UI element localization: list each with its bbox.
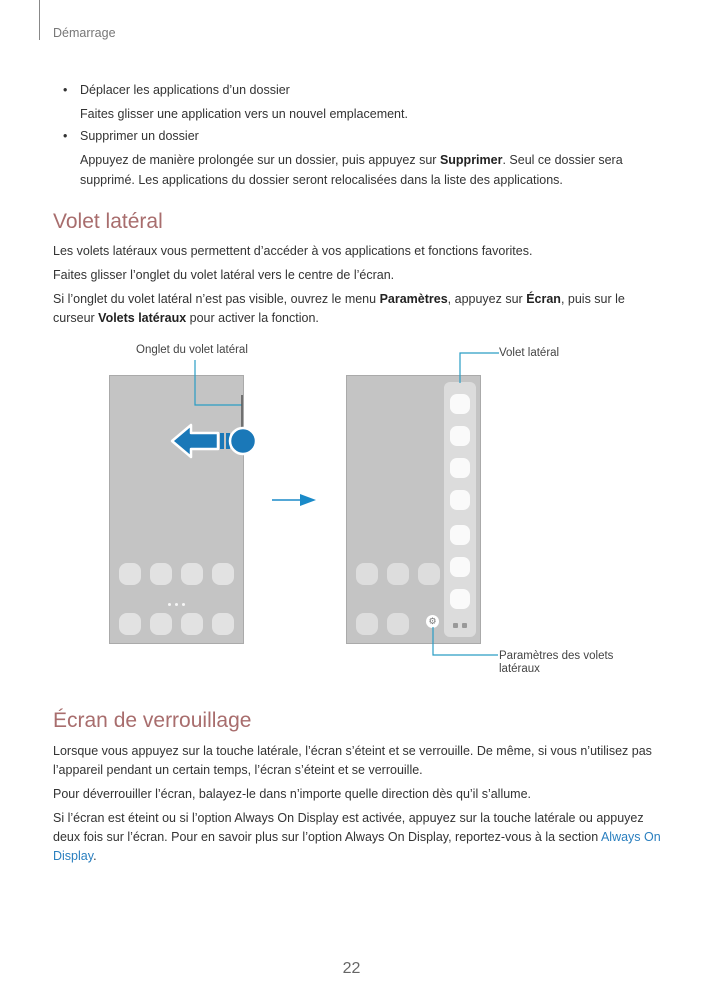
paragraph-cont: l’appareil pendant un certain temps, l’écran s’éteint et se verrouille. xyxy=(53,763,423,777)
panel-app-icon[interactable] xyxy=(450,394,470,414)
label-panel: Volet latéral xyxy=(499,347,560,359)
bullet-desc: Faites glisser une application vers un nouvel emplacement. xyxy=(80,107,408,121)
label-settings: Paramètres des volets latéraux xyxy=(499,650,614,675)
section-heading-lock: Écran de verrouillage xyxy=(53,709,252,732)
paragraph-cont: Display. xyxy=(53,849,97,863)
panel-app-icon[interactable] xyxy=(450,557,470,577)
paragraph-cont: deux fois sur l’écran. Pour en savoir plus sur l’option Always On Display, reportez-vous à la section Always On xyxy=(53,830,661,844)
paragraph: Si l’écran est éteint ou si l’option Always On Display est activée, appuyez sur la touche latérale ou appuyez xyxy=(53,811,644,825)
paragraph: Faites glisser l’onglet du volet latéral vers le centre de l’écran. xyxy=(53,268,395,282)
edge-panel[interactable] xyxy=(444,382,476,637)
bullet-desc: Appuyez de manière prolongée sur un dossier, puis appuyez sur Supprimer. Seul ce dossier sera xyxy=(80,153,623,167)
bullet-icon: • xyxy=(63,129,68,143)
app-icon xyxy=(212,563,234,585)
app-icon xyxy=(356,613,378,635)
arrow-left-icon xyxy=(172,425,230,457)
app-icon xyxy=(181,563,203,585)
paragraph: Si l’onglet du volet latéral n’est pas visible, ouvrez le menu Paramètres, appuyez sur Écran, puis sur le xyxy=(53,292,625,306)
bullet-title: Supprimer un dossier xyxy=(80,129,199,143)
panel-app-icon[interactable] xyxy=(450,426,470,446)
app-icon xyxy=(212,613,234,635)
app-icon xyxy=(150,563,172,585)
app-icon xyxy=(418,563,440,585)
app-icon xyxy=(387,563,409,585)
gear-icon[interactable]: ⚙ xyxy=(426,615,439,628)
always-on-display-link-cont[interactable]: Display xyxy=(53,849,94,863)
app-icon xyxy=(119,613,141,635)
swipe-gesture-illustration xyxy=(100,355,270,465)
touch-point-icon xyxy=(230,428,256,454)
callout-panel xyxy=(455,345,505,385)
header-divider xyxy=(39,0,40,40)
paragraph: Les volets latéraux vous permettent d’accéder à vos applications et fonctions favorites. xyxy=(53,244,533,258)
panel-app-icon[interactable] xyxy=(450,490,470,510)
callout-settings xyxy=(428,625,503,665)
panel-app-icon[interactable] xyxy=(450,458,470,478)
panel-app-icon[interactable] xyxy=(450,589,470,609)
bullet-title: Déplacer les applications d’un dossier xyxy=(80,83,290,97)
panel-app-icon[interactable] xyxy=(450,525,470,545)
arrow-right-icon xyxy=(270,490,320,510)
section-title: Démarrage xyxy=(53,26,116,40)
bullet-icon: • xyxy=(63,83,68,97)
app-icon xyxy=(181,613,203,635)
phone-after xyxy=(346,375,481,644)
app-icon xyxy=(356,563,378,585)
paragraph: Lorsque vous appuyez sur la touche latérale, l’écran s’éteint et se verrouille. De même, si vous n’utilisez pas xyxy=(53,744,652,758)
label-tab: Onglet du volet latéral xyxy=(136,344,248,356)
page-indicator xyxy=(168,603,186,606)
paragraph-cont: curseur Volets latéraux pour activer la fonction. xyxy=(53,311,319,325)
app-icon xyxy=(387,613,409,635)
always-on-display-link[interactable]: Always On xyxy=(600,830,661,844)
section-heading-volet: Volet latéral xyxy=(53,210,163,233)
app-icon xyxy=(150,613,172,635)
paragraph: Pour déverrouiller l’écran, balayez-le dans n’importe quelle direction dès qu’il s’allume. xyxy=(53,787,532,801)
bullet-desc-cont: supprimé. Les applications du dossier seront relocalisées dans la liste des applications. xyxy=(80,173,563,187)
app-icon xyxy=(119,563,141,585)
page-number: 22 xyxy=(342,960,361,977)
